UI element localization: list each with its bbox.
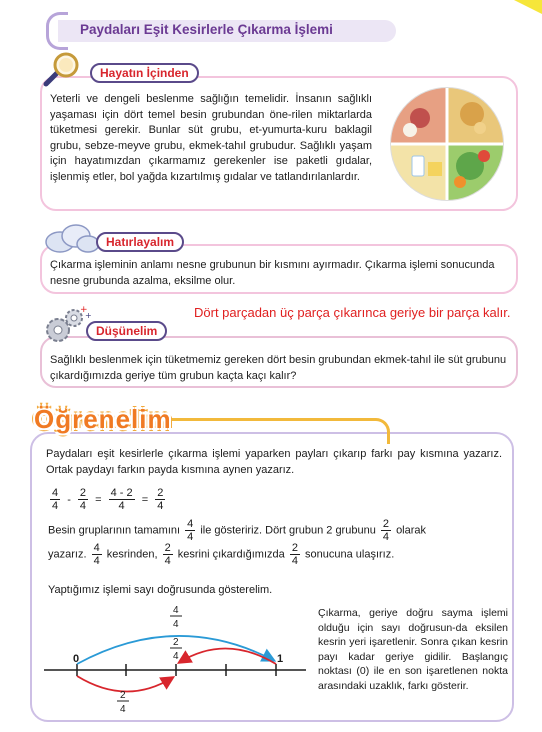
- dusunelim-text: Sağlıklı beslenmek için tüketmemiz gereken dört besin grubundan ekmek-tahıl ile süt grubunu çıkardığımızda geriye tüm grubun kaçta kaçı kalır?: [50, 354, 507, 382]
- number-line-intro: Yaptığımız işlemi sayı doğrusunda gösterelim.: [48, 584, 273, 596]
- cloud-icon: [40, 222, 102, 254]
- number-line-explanation: Çıkarma, geriye doğru sayma işlemi olduğu için sayı doğrusun-da eksilen kesrin yeri işaretlenir. Sonra çıkan kesrin payı kadar geriye gidilir. Başlangıç noktası (0) ile en son işaretlenen nokta arasındaki uzaklık, farkı gösterir.: [318, 607, 508, 692]
- corner-decoration: [514, 0, 542, 14]
- frac-top-num: 4: [173, 605, 179, 616]
- explanation-line-1: Besin gruplarının tamamını $\frac{4}{4}$ ile gösteririz. Dört grubun 2 grubunu $\frac{2}{4}$ olarak: [48, 518, 427, 543]
- gears-icon: [40, 304, 90, 346]
- hatirlayalim-text: Çıkarma işleminin anlamı nesne grubunun bir kısmını ayırmadır. Çıkarma işlemi sonucunda nesne grubunda azalma, eksilme olur.: [50, 259, 495, 287]
- hayatin-icinden-label: Hayatın İçinden: [90, 63, 199, 83]
- hatirlayalim-label: Hatırlayalım: [96, 232, 184, 252]
- ogrenelim-intro: Paydaları eşit kesirlerle çıkarma işlemi yaparken payları çıkarıp farkı pay kısmına yazarız. Ortak paydayı farkın payda kısmına aynen yazarız.: [46, 448, 502, 476]
- label-end: 1: [277, 653, 284, 665]
- frac-mid-num: 2: [173, 637, 179, 648]
- fraction-result: $\frac{2}{4}$: [157, 487, 164, 512]
- dusunelim-label: Düşünelim: [86, 321, 167, 341]
- frac-top-den: 4: [173, 619, 179, 630]
- hayatin-icinden-text: Yeterli ve dengeli beslenme sağlığın temelidir. İnsanın sağlıklı yaşaması için dört temel besin grubundan öne-rilen miktarlarda tüketmesi gerekir. Bunlar süt grubu, et-yumurta-kuru baklagil grubu, sebze-meyve grubu, ekmek-tahıl grubudur. Sağlıklı yaşam için hayatımızdan çıkarmamız gerekenler ise paketli gıdalar, işlenmiş etler, bol yağda kızartılmış gıdalar ve tatlandırılanlardır.: [50, 93, 372, 183]
- equation: $\frac{4}{4}$ - $\frac{2}{4}$ = $\frac{4 - 2}{4}$ = $\frac{2}{4}$: [52, 487, 164, 512]
- frac-mid-den: 4: [173, 651, 179, 662]
- dusunelim-note: Dört parçadan üç parça çıkarınca geriye bir parça kalır.: [194, 305, 511, 320]
- arc-red-top: [180, 648, 276, 664]
- svg-text:+: +: [80, 305, 88, 315]
- frac-bottom-num: 2: [120, 690, 126, 701]
- frac-bottom-den: 4: [120, 704, 126, 715]
- svg-text:+: +: [85, 311, 92, 320]
- page-title: Paydaları Eşit Kesirlerle Çıkarma İşlemi: [80, 22, 333, 37]
- food-wheel-image: [384, 84, 510, 204]
- fraction-c: $\frac{4 - 2}{4}$: [110, 487, 133, 512]
- number-line: [40, 600, 310, 722]
- label-start: 0: [73, 653, 80, 665]
- explanation-line-2: yazarız. $\frac{4}{4}$ kesrinden, $\frac{2}{4}$ kesrini çıkardığımızda $\frac{2}{4}$ sonucuna ulaşırız.: [48, 542, 395, 567]
- fraction-b: $\frac{2}{4}$: [79, 487, 87, 512]
- ogrenelim-heading: Öğrenelim: [34, 404, 172, 434]
- magnifier-icon: [38, 50, 82, 90]
- fraction-a: $\frac{4}{4}$: [52, 487, 59, 512]
